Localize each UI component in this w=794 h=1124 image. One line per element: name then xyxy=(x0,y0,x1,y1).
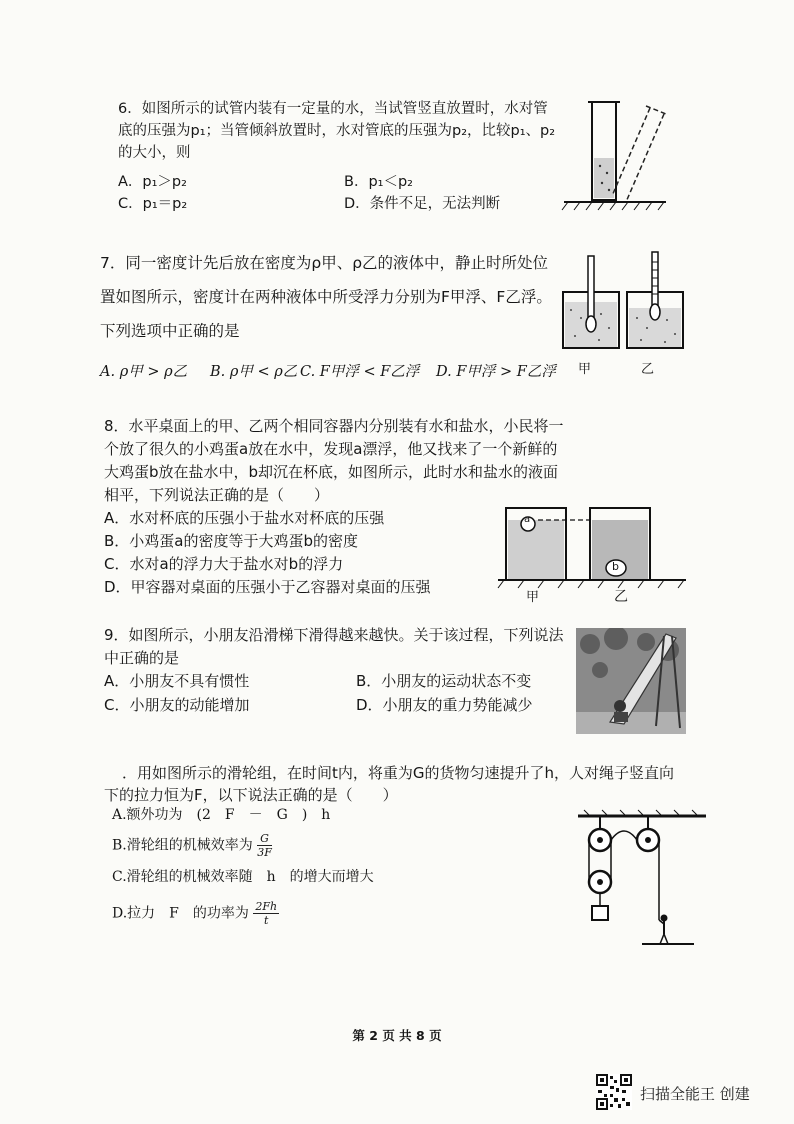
container-label-yi: 乙 xyxy=(614,589,628,605)
question-10-stem: ．用如图所示的滑轮组，在时间t内，将重为G的货物匀速提升了h，人对绳子竖直向下的拉力恒为F，以下说法正确的是（ ） xyxy=(104,764,675,804)
scanner-watermark: 扫描全能王 创建 xyxy=(640,1085,750,1103)
question-6 xyxy=(118,98,558,164)
q10-option-b-denominator: 3F xyxy=(257,846,272,859)
container-label-jia: 甲 xyxy=(526,590,540,605)
q8-option-b: B．小鸡蛋a的密度等于大鸡蛋b的密度 xyxy=(104,532,359,550)
q7-option-b: B. ρ甲 < ρ乙 xyxy=(210,364,298,380)
question-8 xyxy=(104,415,564,507)
q7-option-c: C. F甲浮 < F乙浮 xyxy=(300,364,420,380)
q8-option-c: C．水对a的浮力大于盐水对b的浮力 xyxy=(104,555,344,573)
q6-option-b: B．p₁＜p₂ xyxy=(344,174,413,190)
question-6-stem: 6．如图所示的试管内装有一定量的水，当试管竖直放置时，水对管底的压强为p₁；当管倾斜放置时，水对管底的压强为p₂，比较p₁、p₂的大小，则 xyxy=(118,101,556,161)
q9-option-b: B．小朋友的运动状态不变 xyxy=(356,672,532,690)
hydrometer-label-jia: 甲 xyxy=(578,362,592,377)
egg-a-label: a xyxy=(524,514,531,525)
q10-option-d-text: D.拉力 F 的功率为 xyxy=(112,905,249,922)
q10-option-d-fraction xyxy=(253,900,279,927)
q10-option-d-denominator: t xyxy=(263,914,269,927)
q9-option-a: A．小朋友不具有惯性 xyxy=(104,672,250,690)
q10-option-b-fraction xyxy=(257,832,272,859)
egg-b-label: b xyxy=(612,560,619,573)
q8-option-a: A．水对杯底的压强小于盐水对杯底的压强 xyxy=(104,509,385,527)
qr-code-icon xyxy=(596,1074,632,1110)
q10-option-a: A.额外功为 (2 F － G ) h xyxy=(112,807,331,823)
q9-option-c: C．小朋友的动能增加 xyxy=(104,696,250,714)
pulley-system-figure xyxy=(572,808,712,948)
q10-option-d xyxy=(112,900,279,927)
q7-option-d: D. F甲浮 > F乙浮 xyxy=(436,364,556,380)
slide-photo xyxy=(576,628,686,734)
q6-option-c: C．p₁＝p₂ xyxy=(118,196,188,212)
question-7 xyxy=(100,246,555,348)
q10-option-b-numerator: G xyxy=(257,832,272,846)
question-9 xyxy=(104,624,564,670)
hydrometer-label-yi: 乙 xyxy=(641,362,655,377)
q9-option-d: D．小朋友的重力势能减少 xyxy=(356,696,533,714)
question-7-stem: 7．同一密度计先后放在密度为ρ甲、ρ乙的液体中，静止时所处位置如图所示，密度计在两种液体中所受浮力分别为F甲浮、F乙浮。下列选项中正确的是 xyxy=(100,254,552,340)
page-number: 第 2 页 共 8 页 xyxy=(352,1028,442,1043)
question-10 xyxy=(104,762,684,806)
hydrometer-figure xyxy=(555,248,705,358)
question-9-stem: 9．如图所示，小朋友沿滑梯下滑得越来越快。关于该过程，下列说法中正确的是 xyxy=(104,626,564,667)
q10-option-c: C.滑轮组的机械效率随 h 的增大而增大 xyxy=(112,869,374,885)
q10-option-b xyxy=(112,832,272,859)
test-tube-figure xyxy=(560,98,670,213)
q6-option-a: A．p₁＞p₂ xyxy=(118,174,187,190)
question-8-stem: 8．水平桌面上的甲、乙两个相同容器内分别装有水和盐水，小民将一个放了很久的小鸡蛋a放在水中，发现a漂浮，他又找来了一个新鲜的大鸡蛋b放在盐水中，b却沉在杯底，如图所示，此时水和盐水的液面相平，下列说法正确的是（ ） xyxy=(104,417,564,504)
q8-option-d: D．甲容器对桌面的压强小于乙容器对桌面的压强 xyxy=(104,578,431,596)
q7-option-a: A. ρ甲 > ρ乙 xyxy=(100,364,188,380)
q6-option-d: D．条件不足，无法判断 xyxy=(344,196,501,212)
q10-option-b-text: B.滑轮组的机械效率为 xyxy=(112,837,253,854)
q10-option-d-numerator: 2Fh xyxy=(255,900,278,913)
